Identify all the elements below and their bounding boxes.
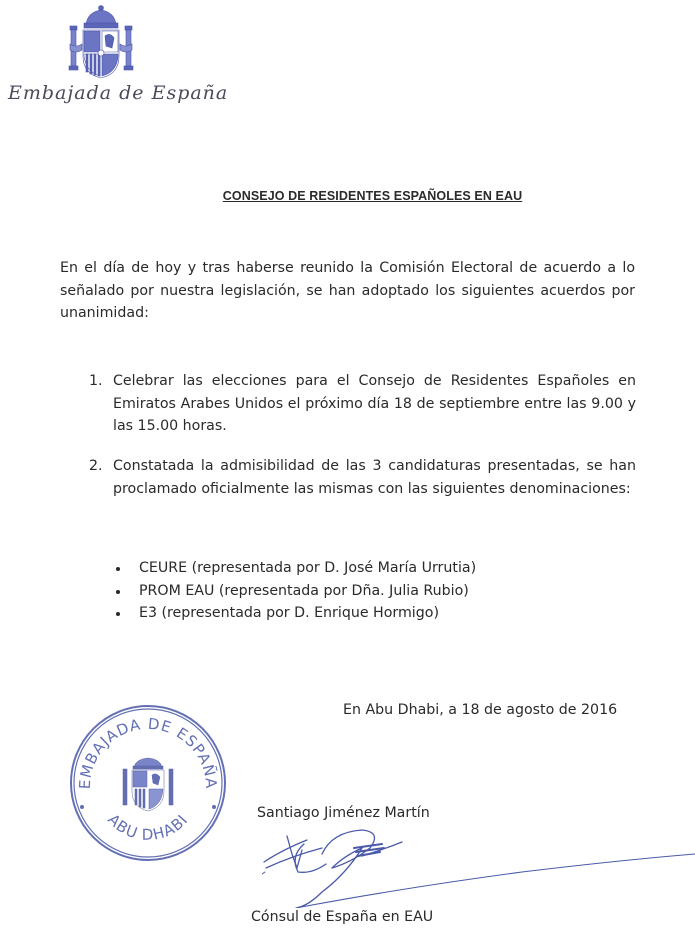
agreement-number: 2. bbox=[89, 458, 103, 474]
agreement-number: 1. bbox=[89, 373, 103, 389]
official-stamp-icon bbox=[68, 703, 228, 863]
candidacy-item bbox=[113, 557, 533, 580]
bullet-icon bbox=[116, 612, 120, 616]
document-title bbox=[0, 189, 695, 203]
signer-title: Cónsul de España en EAU bbox=[251, 909, 434, 925]
document-title-text: CONSEJO DE RESIDENTES ESPAÑOLES EN EAU bbox=[222, 189, 523, 203]
bullet-icon bbox=[116, 567, 120, 571]
svg-text:EMBAJADA DE ESPAÑA: EMBAJADA DE ESPAÑA bbox=[75, 714, 221, 790]
place-date: En Abu Dhabi, a 18 de agosto de 2016 bbox=[343, 702, 618, 718]
agreement-item bbox=[89, 370, 636, 438]
signature-icon bbox=[262, 826, 695, 908]
agreement-item bbox=[89, 455, 636, 500]
candidacy-item bbox=[113, 580, 533, 603]
intro-paragraph: En el día de hoy y tras haberse reunido la Comisión Electoral de acuerdo a lo señalado por nuestra legislación, se han adoptado los siguientes acuerdos por unanimidad: bbox=[60, 260, 635, 321]
candidacy-text: PROM EAU (representada por Dña. Julia Rubio) bbox=[139, 582, 469, 599]
coat-of-arms-icon bbox=[62, 4, 140, 82]
embassy-name: Embajada de España bbox=[8, 82, 229, 104]
agreement-text: Constatada la admisibilidad de las 3 candidaturas presentadas, se han proclamado oficialmente las mismas con las siguientes denominaciones: bbox=[113, 458, 636, 497]
candidacy-list bbox=[113, 557, 533, 625]
bullet-icon bbox=[116, 590, 120, 594]
candidacy-item bbox=[113, 602, 533, 625]
svg-text:ABU DHABI: ABU DHABI bbox=[104, 810, 192, 844]
candidacy-text: CEURE (representada por D. José María Urrutia) bbox=[139, 560, 477, 576]
signer-name: Santiago Jiménez Martín bbox=[257, 805, 430, 821]
candidacy-text: E3 (representada por D. Enrique Hormigo) bbox=[139, 605, 439, 621]
agreement-text: Celebrar las elecciones para el Consejo de Residentes Españoles en Emiratos Arabes Unidos el próximo día 18 de septiembre entre las 9.00 y las 15.00 horas. bbox=[113, 373, 636, 434]
